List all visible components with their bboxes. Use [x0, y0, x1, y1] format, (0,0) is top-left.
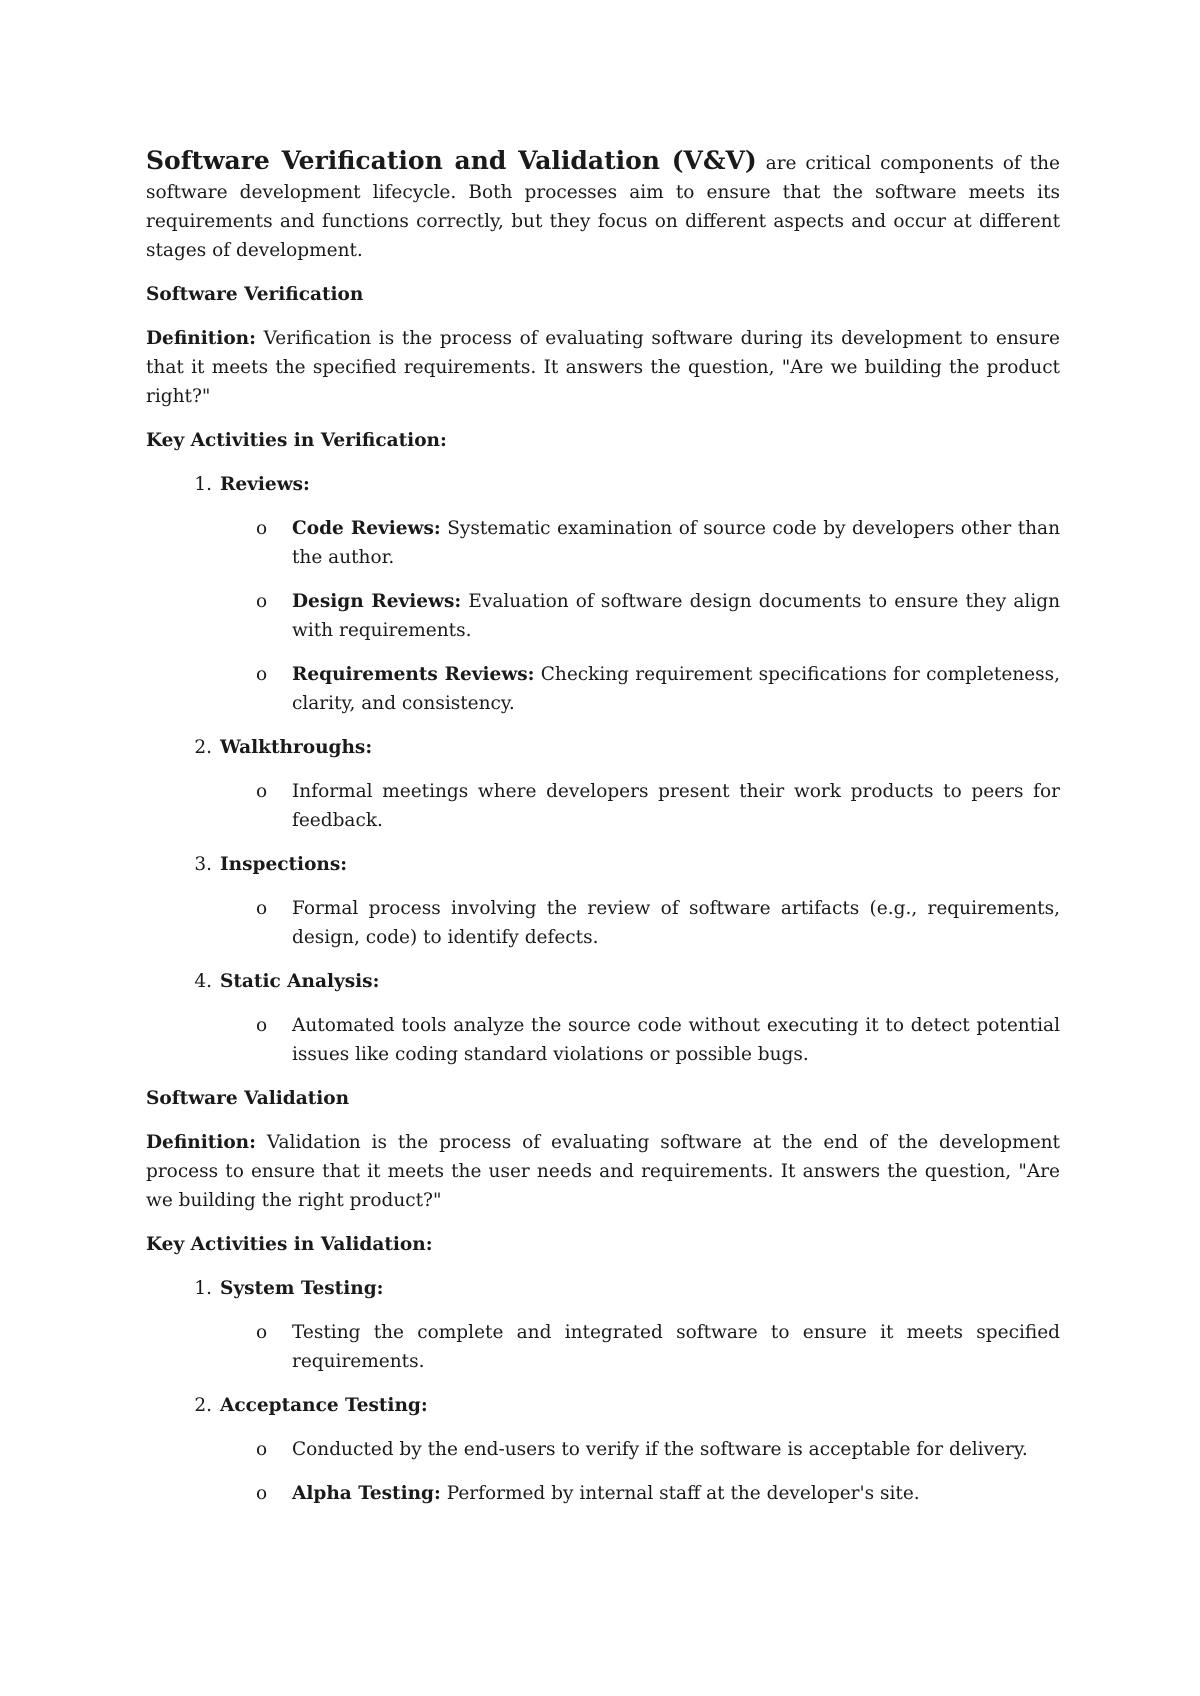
sub-item-text: Performed by internal staff at the developer's site. — [440, 1483, 920, 1504]
list-number: 3. — [194, 854, 212, 875]
sub-item-text: Conducted by the end-users to verify if the software is acceptable for delivery. — [292, 1439, 1028, 1460]
sub-item-text: Checking requirement specifications for completeness, clarity, and consistency. — [292, 664, 1060, 714]
sub-list — [146, 1318, 1060, 1376]
list-item-title: Acceptance Testing: — [220, 1395, 428, 1416]
sub-item-label: Design Reviews: — [292, 591, 462, 612]
bullet-marker: o — [256, 898, 268, 919]
verification-activities-list — [146, 470, 1060, 1069]
list-number: 4. — [194, 971, 212, 992]
list-item-title: Static Analysis: — [220, 971, 380, 992]
validation-activities-list — [146, 1274, 1060, 1508]
bullet-marker: o — [256, 591, 268, 612]
bullet-marker: o — [256, 1483, 268, 1504]
list-item-title: System Testing: — [220, 1278, 384, 1299]
list-item — [146, 1274, 1060, 1376]
list-item — [146, 1391, 1060, 1508]
definition-text: Validation is the process of evaluating software at the end of the development process to ensure that it meets the user needs and requirements. It answers the question, "Are we building the right product?" — [146, 1132, 1060, 1211]
sub-list — [146, 777, 1060, 835]
sub-item-label: Code Reviews: — [292, 518, 441, 539]
verification-activities-heading: Key Activities in Verification: — [146, 430, 447, 451]
sub-item-text: Testing the complete and integrated software to ensure it meets specified requirements. — [292, 1322, 1060, 1372]
list-item-title: Walkthroughs: — [220, 737, 373, 758]
sub-item-label: Requirements Reviews: — [292, 664, 535, 685]
sub-list — [146, 1435, 1060, 1508]
validation-heading: Software Validation — [146, 1088, 350, 1109]
sub-list-item — [146, 1318, 1060, 1376]
sub-list-item — [146, 777, 1060, 835]
bullet-marker: o — [256, 1322, 268, 1343]
intro-text: are critical components of the software development lifecycle. Both processes aim to ensure that the software meets its requirements and functions correctly, but they focus on different aspects and occur at different stages of development. — [146, 153, 1060, 261]
bullet-marker: o — [256, 1439, 268, 1460]
sub-list — [146, 514, 1060, 718]
list-number: 2. — [194, 1395, 212, 1416]
sub-item-text: Evaluation of software design documents to ensure they align with requirements. — [292, 591, 1060, 641]
verification-definition — [146, 324, 1060, 411]
list-item — [146, 733, 1060, 835]
validation-definition — [146, 1128, 1060, 1215]
sub-list-item — [146, 1011, 1060, 1069]
sub-item-text: Formal process involving the review of software artifacts (e.g., requirements, design, code) to identify defects. — [292, 898, 1060, 948]
sub-list-item — [146, 894, 1060, 952]
sub-list — [146, 894, 1060, 952]
definition-label: Definition: — [146, 1132, 256, 1153]
list-item — [146, 470, 1060, 718]
bullet-marker: o — [256, 518, 268, 539]
sub-item-text: Automated tools analyze the source code without executing it to detect potential issues like coding standard violations or possible bugs. — [292, 1015, 1060, 1065]
sub-list-item — [146, 1435, 1060, 1464]
bullet-marker: o — [256, 1015, 268, 1036]
list-item-title: Inspections: — [220, 854, 348, 875]
sub-list — [146, 1011, 1060, 1069]
list-number: 1. — [194, 474, 212, 495]
sub-item-text: Systematic examination of source code by developers other than the author. — [292, 518, 1060, 568]
sub-list-item — [146, 1479, 1060, 1508]
list-number: 2. — [194, 737, 212, 758]
verification-heading: Software Verification — [146, 284, 364, 305]
definition-text: Verification is the process of evaluating software during its development to ensure that it meets the specified requirements. It answers the question, "Are we building the product right?" — [146, 328, 1060, 407]
intro-title: Software Verification and Validation (V&V) — [146, 146, 757, 175]
list-item-title: Reviews: — [220, 474, 310, 495]
list-item — [146, 967, 1060, 1069]
list-number: 1. — [194, 1278, 212, 1299]
document-page — [146, 146, 1060, 1523]
validation-activities-heading: Key Activities in Validation: — [146, 1234, 433, 1255]
list-item — [146, 850, 1060, 952]
sub-item-label: Alpha Testing: — [292, 1483, 441, 1504]
sub-list-item — [146, 587, 1060, 645]
definition-label: Definition: — [146, 328, 256, 349]
sub-list-item — [146, 514, 1060, 572]
sub-item-text: Informal meetings where developers present their work products to peers for feedback. — [292, 781, 1060, 831]
bullet-marker: o — [256, 781, 268, 802]
intro-paragraph — [146, 146, 1060, 265]
bullet-marker: o — [256, 664, 268, 685]
sub-list-item — [146, 660, 1060, 718]
